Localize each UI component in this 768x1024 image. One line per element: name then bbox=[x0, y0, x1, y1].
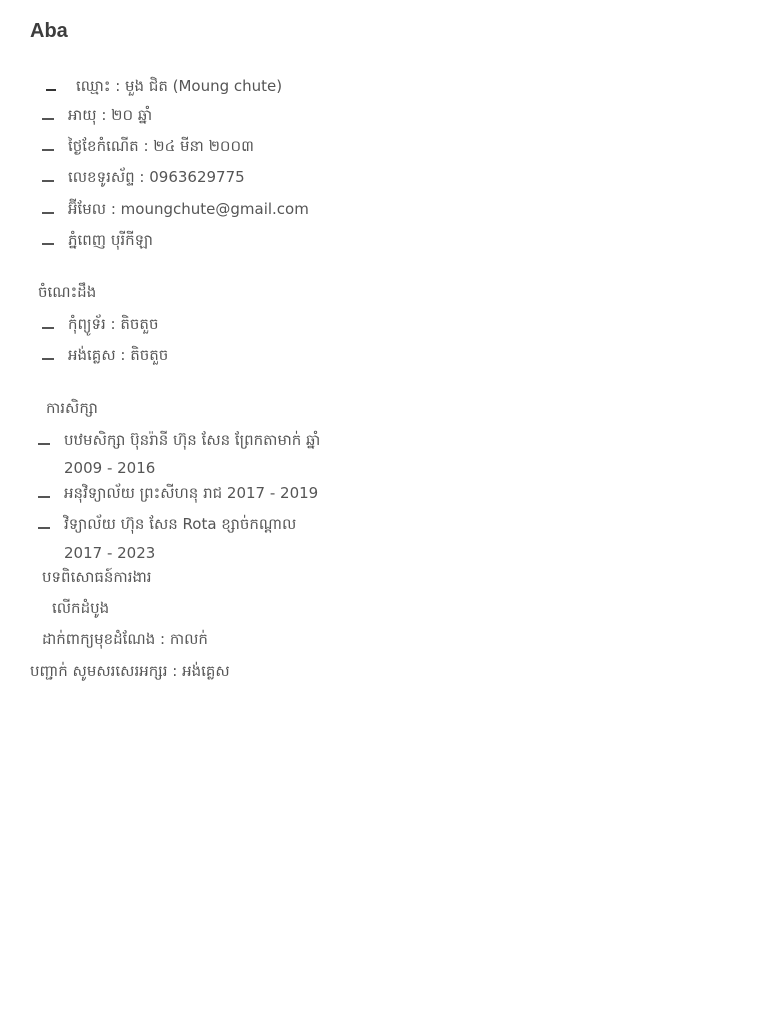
personal-email: អ៊ីមែល : moungchute@gmail.com bbox=[68, 200, 309, 218]
bullet-dash-icon bbox=[38, 496, 50, 498]
personal-phone-line bbox=[42, 167, 245, 187]
document-title: Aba bbox=[30, 20, 68, 42]
bullet-dash-icon bbox=[42, 118, 54, 120]
skill-computer-line bbox=[42, 314, 158, 334]
bullet-dash-icon bbox=[38, 443, 50, 445]
skill-computer: កុំព្យូទ័រ : តិចតួច bbox=[68, 315, 159, 333]
personal-birthdate-line bbox=[42, 136, 254, 156]
personal-birthdate: ថ្ងៃខែកំណើត : ២៤ មីនា ២០០៣ bbox=[68, 137, 254, 155]
bullet-dash-icon bbox=[42, 180, 54, 182]
skill-english: អង់គ្លេស : តិចតួច bbox=[68, 346, 169, 364]
personal-age-line bbox=[42, 105, 152, 125]
education-high-school: វិទ្យាល័យ ហ៊ុន សែន Rota ខ្សាច់កណ្ដាល bbox=[64, 515, 297, 533]
bullet-dash-icon bbox=[42, 327, 54, 329]
education-heading: ការសិក្សា bbox=[46, 399, 98, 417]
bullet-dash-icon bbox=[42, 212, 54, 214]
language-note: បញ្ជាក់ សូមសរសេរអក្សរ : អង់គ្លេស bbox=[30, 662, 230, 680]
skills-heading: ចំណេះដឹង bbox=[38, 283, 97, 301]
bullet-dash-icon bbox=[46, 89, 56, 91]
experience-heading: បទពិសោធន៍ការងារ bbox=[42, 568, 152, 586]
experience-item: លើកដំបូង bbox=[52, 599, 110, 617]
personal-phone: លេខទូរស័ព្ទ : 0963629775 bbox=[68, 168, 245, 186]
personal-name: ឈ្មោះ : មួង ជិត (Moung chute) bbox=[76, 77, 283, 95]
personal-age: អាយុ : ២០ ឆ្នាំ bbox=[68, 106, 153, 124]
education-high-school-years: 2017 - 2023 bbox=[64, 544, 156, 562]
education-primary-years: 2009 - 2016 bbox=[64, 459, 156, 477]
education-primary: បឋមសិក្សា ប៊ុនរ៉ានី ហ៊ុន សែន ព្រែកតាមាក់ ឆ្នាំ bbox=[64, 431, 321, 449]
bullet-dash-icon bbox=[42, 149, 54, 151]
personal-name-line bbox=[46, 76, 282, 96]
skill-english-line bbox=[42, 345, 168, 365]
education-high-school-line bbox=[38, 514, 296, 534]
personal-address-line bbox=[42, 230, 153, 250]
bullet-dash-icon bbox=[42, 358, 54, 360]
education-lower-secondary: អនុវិទ្យាល័យ ព្រះសីហនុ រាជ 2017 - 2019 bbox=[64, 484, 319, 502]
personal-address: ភ្នំពេញ បុរីកីឡា bbox=[68, 231, 153, 249]
education-primary-line bbox=[38, 430, 320, 450]
personal-email-line bbox=[42, 199, 309, 219]
bullet-dash-icon bbox=[38, 527, 50, 529]
application-position: ដាក់ពាក្យមុខដំណែង : កាលក់ bbox=[42, 630, 208, 648]
education-lower-secondary-line bbox=[38, 483, 318, 503]
bullet-dash-icon bbox=[42, 243, 54, 245]
